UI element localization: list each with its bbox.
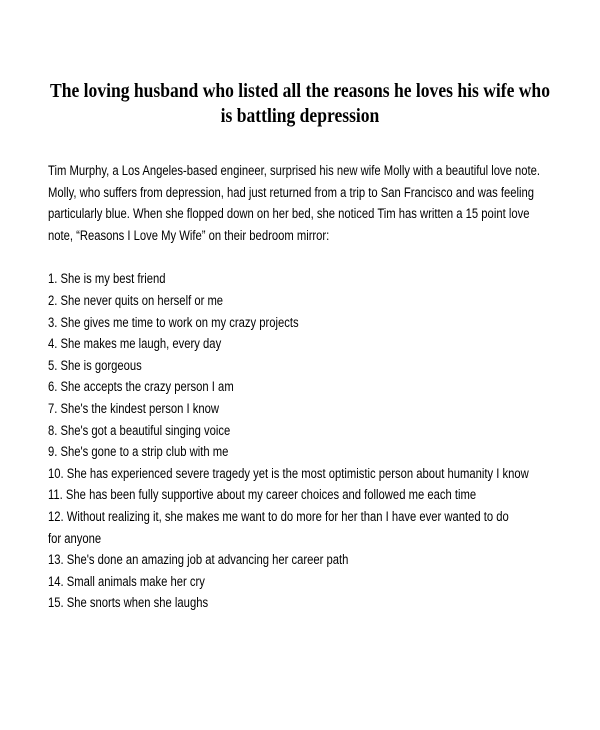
list-item: 6. She accepts the crazy person I am xyxy=(48,379,234,395)
list-item: 8. She's got a beautiful singing voice xyxy=(48,422,231,438)
list-item: 1. She is my best friend xyxy=(48,271,166,287)
article-title: The loving husband who listed all the reasons he loves his wife who is battling depression xyxy=(50,81,550,127)
intro-paragraph: Tim Murphy, a Los Angeles-based engineer, surprised his new wife Molly with a beautiful love note. Molly, who suffers from depression, had just returned from a trip to San Francisco and was feeling particularly blue. When she flopped down on her bed, she noticed Tim has written a 15 point love note, “Reasons I Love My Wife” on their bedroom mirror: xyxy=(48,163,541,243)
list-item: 10. She has experienced severe tragedy yet is the most optimistic person about humanity I know xyxy=(48,465,529,481)
article-body xyxy=(48,160,544,614)
list-item: 15. She snorts when she laughs xyxy=(48,595,209,611)
list-item: 3. She gives me time to work on my crazy projects xyxy=(48,314,299,330)
list-item: 14. Small animals make her cry xyxy=(48,573,205,589)
list-item: 7. She's the kindest person I know xyxy=(48,400,219,416)
list-item: 2. She never quits on herself or me xyxy=(48,292,224,308)
list-item: 4. She makes me laugh, every day xyxy=(48,336,222,352)
list-item: 9. She's gone to a strip club with me xyxy=(48,444,229,460)
list-item: 11. She has been fully supportive about my career choices and followed me each time xyxy=(48,487,477,503)
reasons-list xyxy=(48,268,544,614)
list-item: 12. Without realizing it, she makes me want to do more for her than I have ever wanted to do for anyone xyxy=(48,508,509,546)
list-item: 5. She is gorgeous xyxy=(48,357,142,373)
list-item: 13. She's done an amazing job at advancing her career path xyxy=(48,552,349,568)
